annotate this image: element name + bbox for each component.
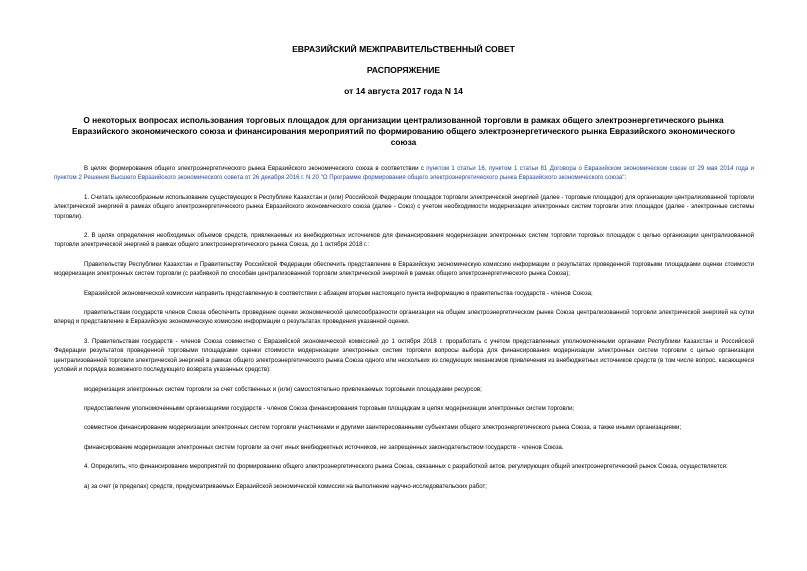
- paragraph-4-subitem: а) за счет (в пределах) средств, предусматриваемых Евразийской экономической комиссии на выполнение научно-исследовательских работ;: [84, 482, 487, 490]
- paragraph-2: 2. В целях определения необходимых объемов средств, привлекаемых из внебюджетных источников для финансирования модернизации электронных систем торговли торговых площадок с целью организации централизованной торговли электрической энергией в рамках общего электроэнергетического рынка Союза, до 1 октября 2018 г.:: [54, 232, 754, 249]
- document-title: О некоторых вопросах использования торговых площадок для организации централизованной торговли в рамках общего электроэнергетического рынка Евразийского экономического союза и финансирования мероприятий по формированию общего электроэнергетического рынка Евразийского экономического союза: [71, 115, 736, 147]
- preamble-paragraph: [54, 164, 754, 183]
- document-type-heading: РАСПОРЯЖЕНИЕ: [366, 65, 441, 75]
- document-body: [54, 164, 754, 491]
- paragraph-3-subitem: финансирование модернизации электронных систем торговли за счет иных внебюджетных источников, не запрещенных законодательством государств - членов Союза.: [84, 443, 564, 451]
- legal-reference-link[interactable]: пунктом 1 статьи 16, пунктом 1 статьи 81 Договора о Евразийском экономическом союзе от 29 мая 2014 года и пунктом 2 Решения Высшего Евразийского экономического совета от 26 декабря 2016 г. N 20 "О Программе формирования общего электроэнергетического рынка Евразийского экономического союза": [54, 165, 754, 182]
- paragraph-2-subitem: Правительству Республики Казахстан и Правительству Российской Федерации обеспечить представление в Евразийскую экономическую комиссию информации о результатах проведенной торговыми площадками оценки стоимости модернизации электронных систем торговли (с разбивкой по способам централизованной торговли электрической энергией в рамках общего электроэнергетического рынка Союза);: [54, 260, 754, 278]
- organization-heading: ЕВРАЗИЙСКИЙ МЕЖПРАВИТЕЛЬСТВЕННЫЙ СОВЕТ: [292, 44, 515, 54]
- preamble-text: В целях формирования общего электроэнергетического рынка Евразийского экономического союза в соответствии с: [84, 165, 427, 172]
- paragraph-3: 3. Правительствам государств - членов Союза совместно с Евразийской экономической комиссией до 1 октября 2018 г. проработать с учетом представленных уполномоченными органами Республики Казахстан и Российской Федерации результатов проведенной торговыми площадками оценки стоимости модернизации электронных систем торговли вопросы выбора для финансирования модернизации электронных систем торговли с целью организации централизованной торговли электрической энергией в рамках общего электроэнергетического рынка Союза одного или нескольких из следующих механизмов привлечения из внебюджетных источников средств (в том числе вопрос, касающиеся условий и порядка возможного последующего возврата указанных средств):: [54, 337, 754, 374]
- preamble-end: :: [624, 174, 627, 182]
- document-date-number: от 14 августа 2017 года N 14: [344, 86, 463, 96]
- paragraph-2-subitem: Евразийской экономической комиссии направить представленную в соответствии с абзацем вторым настоящего пункта информацию в правительства государств - членов Союза;: [84, 289, 593, 297]
- paragraph-1: 1. Считать целесообразным использование существующих в Республике Казахстан и (или) Российской Федерации площадок торговли электрической энергией (далее - торговые площадки) для организации централизованной торговли электрической энергией в рамках общего электроэнергетического рынка Евразийского экономического союза (далее - Союз) с учетом необходимости модернизации электронных систем торговли этих площадок (далее - электронные системы торговли).: [54, 193, 754, 220]
- paragraph-2-subitem: правительствам государств членов Союза обеспечить проведение оценки экономической целесообразности организации на общем электроэнергетическом рынке Союза централизованной торговли электрической энергией на сутки вперед и представление в Евразийскую экономическую комиссию информации о результатах проведения указанной оценки.: [54, 309, 754, 326]
- paragraph-4: 4. Определить, что финансирование мероприятий по формированию общего электроэнергетического рынка Союза, связанных с разработкой актов, регулирующих общий электроэнергетический рынок Союза, осуществляется:: [84, 463, 728, 471]
- paragraph-3-subitem: совместное финансирование модернизации электронных систем торговли участниками и другими заинтересованными субъектами общего электроэнергетического рынка Союза, а также иными организациями;: [84, 424, 682, 432]
- paragraph-3-subitem: предоставление уполномоченными организациями государств - членов Союза финансирования торговым площадкам в целях модернизации электронных систем торговли;: [84, 404, 575, 412]
- paragraph-3-subitem: модернизация электронных систем торговли за счет собственных и (или) самостоятельно привлекаемых торговыми площадками ресурсов;: [84, 385, 482, 393]
